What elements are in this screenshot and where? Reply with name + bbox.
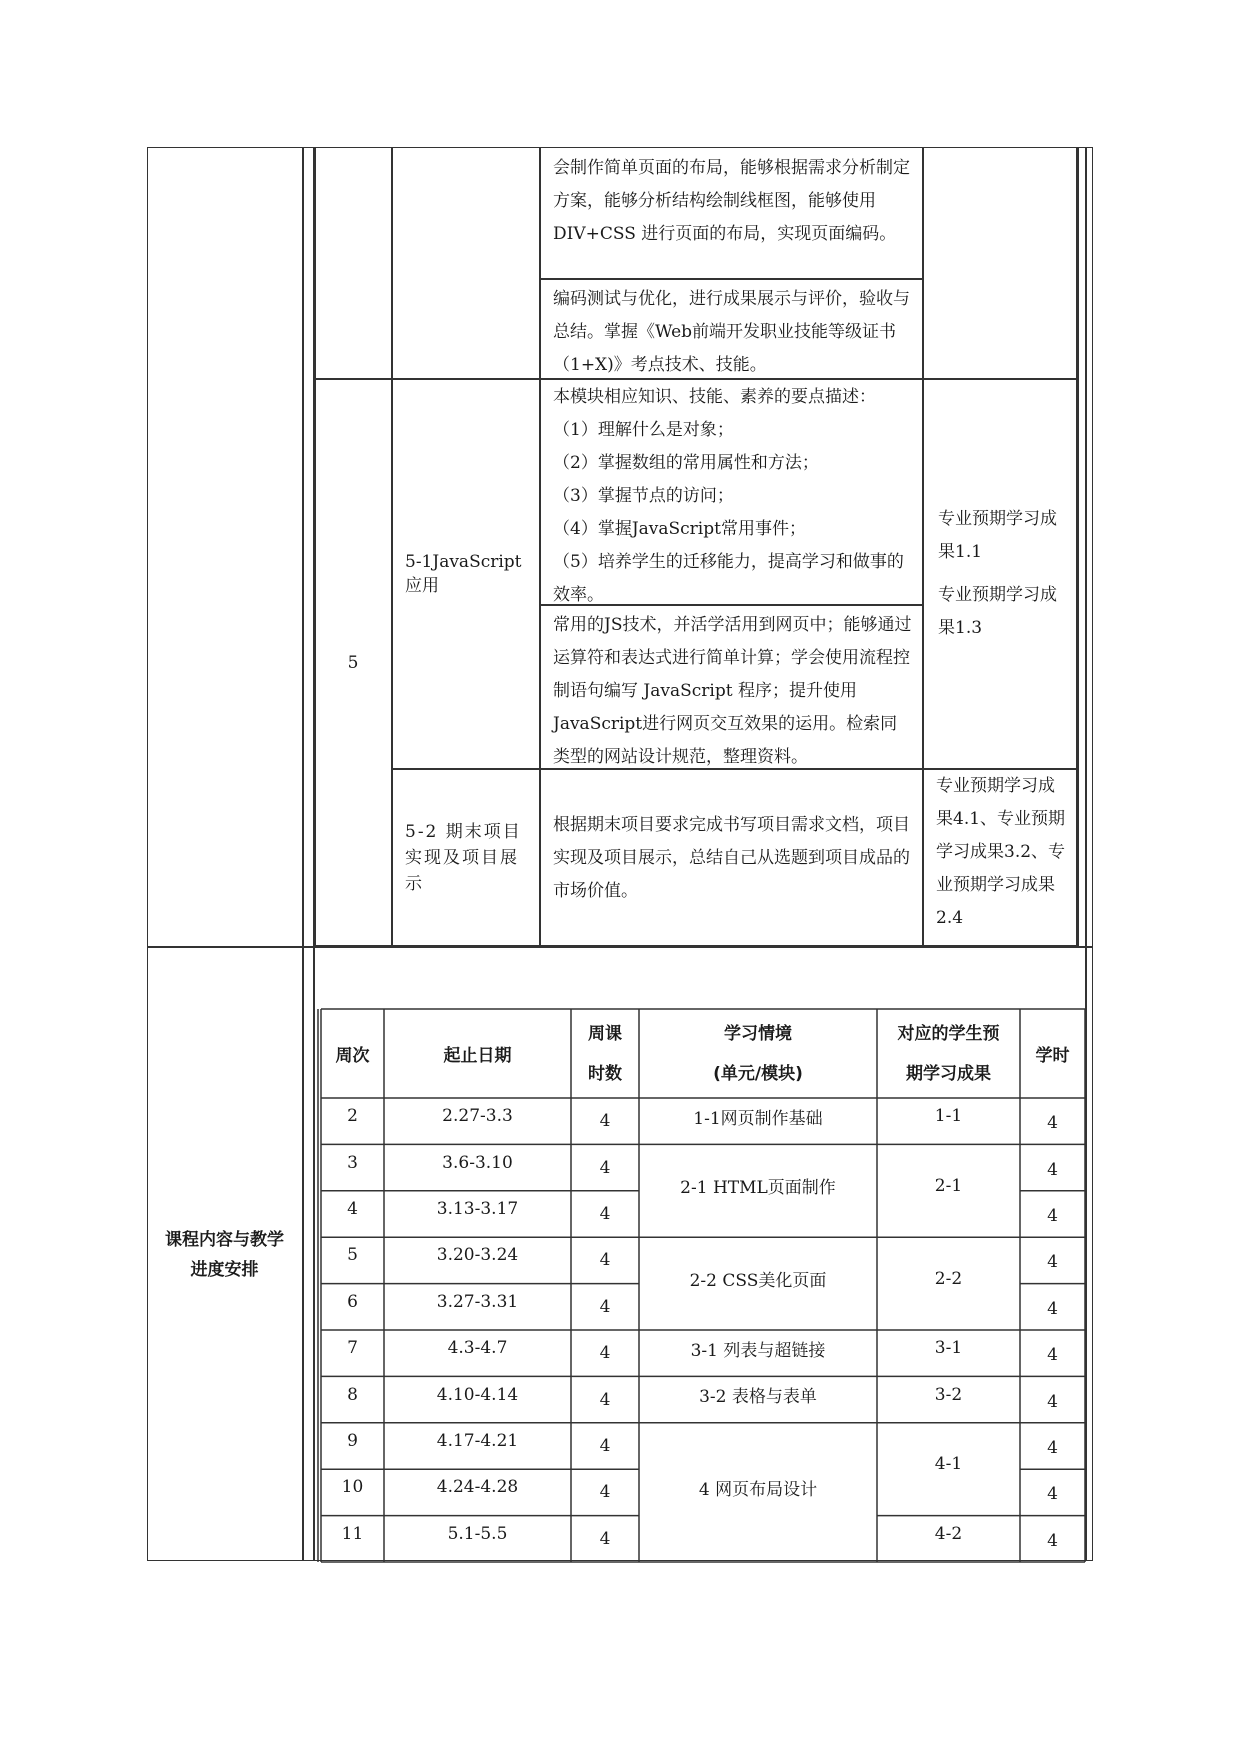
week-cell: 8 bbox=[347, 1384, 358, 1405]
hours-cell: 4 bbox=[599, 1389, 611, 1410]
total-cell: 4 bbox=[1047, 1113, 1058, 1134]
dates-cell: 2.27-3.3 bbox=[442, 1106, 513, 1127]
point-4: （4）掌握JavaScript常用事件； bbox=[553, 519, 806, 539]
total-cell: 4 bbox=[1047, 1484, 1058, 1505]
hours-cell: 4 bbox=[599, 1296, 611, 1317]
points-intro: 本模块相应知识、技能、素养的要点描述： bbox=[553, 387, 876, 407]
header-hours bbox=[571, 1009, 639, 1098]
total-cell: 4 bbox=[1047, 1159, 1058, 1180]
dates-cell: 4.3-4.7 bbox=[447, 1338, 508, 1359]
dates-cell: 3.20-3.24 bbox=[436, 1245, 519, 1266]
week-cell: 2 bbox=[347, 1106, 358, 1127]
module5-1-title-text: 5-1JavaScript应用 bbox=[405, 552, 522, 596]
week-cell: 11 bbox=[341, 1523, 364, 1544]
outcome-cell: 4-1 bbox=[934, 1454, 963, 1475]
point-5: （5）培养学生的迁移能力，提高学习和做事的效率。 bbox=[553, 552, 904, 605]
hours-cell: 4 bbox=[599, 1482, 611, 1503]
header-hours-line-2: 时数 bbox=[588, 1063, 622, 1084]
header-context-line-2: (单元/模块) bbox=[713, 1063, 803, 1084]
outcome-1-3: 专业预期学习成果1.3 bbox=[938, 585, 1057, 638]
point-3: （3）掌握节点的访问； bbox=[553, 486, 734, 506]
schedule-row-label-text: 课程内容与教学进度安排 bbox=[165, 1229, 284, 1280]
header-dates: 起止日期 bbox=[443, 1046, 512, 1066]
week-cell: 3 bbox=[347, 1152, 358, 1173]
week-cell: 6 bbox=[347, 1291, 358, 1312]
module5-1-desc-2: 常用的JS技术，并活学活用到网页中；能够通过运算符和表达式进行简单计算；学会使用流程控制语句编写 JavaScript 程序；提升使用JavaScript进行网页交互效果的运用。检索同类型的网站设计规范，整理资料。 bbox=[553, 615, 912, 767]
hours-cell: 4 bbox=[599, 1435, 611, 1456]
module4-desc-2: 编码测试与优化，进行成果展示与评价，验收与总结。掌握《Web前端开发职业技能等级证书（1+X)》考点技术、技能。 bbox=[553, 289, 910, 375]
dates-cell: 5.1-5.5 bbox=[447, 1523, 508, 1544]
dates-cell: 3.13-3.17 bbox=[436, 1198, 519, 1219]
total-cell: 4 bbox=[1047, 1530, 1058, 1551]
outcome-cell: 3-2 bbox=[934, 1384, 963, 1405]
context-cell: 3-2 表格与表单 bbox=[699, 1387, 817, 1408]
dates-cell: 3.27-3.31 bbox=[436, 1291, 519, 1312]
hours-cell: 4 bbox=[599, 1111, 611, 1132]
module5-2-outcome: 专业预期学习成果4.1、专业预期学习成果3.2、专业预期学习成果2.4 bbox=[936, 776, 1066, 928]
header-total: 学时 bbox=[1035, 1046, 1070, 1066]
point-2: （2）掌握数组的常用属性和方法； bbox=[553, 453, 819, 473]
week-cell: 7 bbox=[347, 1338, 358, 1359]
dates-cell: 3.6-3.10 bbox=[442, 1152, 513, 1173]
hours-cell: 4 bbox=[599, 1203, 611, 1224]
header-outcome-line-1: 对应的学生预 bbox=[897, 1023, 1000, 1044]
header-outcome-line-2: 期学习成果 bbox=[906, 1063, 991, 1084]
header-context-line-1: 学习情境 bbox=[724, 1023, 792, 1044]
context-cell: 2-1 HTML页面制作 bbox=[680, 1178, 836, 1199]
point-1: （1）理解什么是对象； bbox=[553, 420, 734, 440]
outcome-cell: 4-2 bbox=[934, 1523, 963, 1544]
header-context bbox=[639, 1009, 877, 1098]
outcome-cell: 3-1 bbox=[934, 1338, 963, 1359]
outcome-cell: 1-1 bbox=[934, 1106, 963, 1127]
header-hours-line-1: 周课 bbox=[588, 1023, 622, 1044]
module5-number: 5 bbox=[347, 653, 359, 673]
module5-2-desc-text: 根据期末项目要求完成书写项目需求文档，项目实现及项目展示，总结自己从选题到项目成品的市场价值。 bbox=[553, 814, 910, 901]
hours-cell: 4 bbox=[599, 1250, 611, 1271]
outcome-cell: 2-2 bbox=[934, 1268, 963, 1289]
total-cell: 4 bbox=[1047, 1345, 1058, 1366]
dates-cell: 4.10-4.14 bbox=[436, 1384, 519, 1405]
context-cell: 2-2 CSS美化页面 bbox=[689, 1271, 827, 1292]
total-cell: 4 bbox=[1047, 1391, 1058, 1412]
outcome-cell: 2-1 bbox=[934, 1175, 963, 1196]
week-cell: 5 bbox=[347, 1245, 358, 1266]
total-cell: 4 bbox=[1047, 1437, 1058, 1458]
context-cell: 4 网页布局设计 bbox=[698, 1479, 818, 1500]
week-cell: 4 bbox=[347, 1198, 358, 1219]
context-cell: 3-1 列表与超链接 bbox=[690, 1340, 826, 1361]
hours-cell: 4 bbox=[599, 1157, 611, 1178]
module4-desc-1: 会制作简单页面的布局，能够根据需求分析制定方案，能够分析结构绘制线框图，能够使用 DIV+CSS 进行页面的布局，实现页面编码。 bbox=[553, 158, 910, 244]
header-outcome bbox=[877, 1009, 1020, 1098]
hours-cell: 4 bbox=[599, 1343, 611, 1364]
total-cell: 4 bbox=[1047, 1252, 1058, 1273]
dates-cell: 4.24-4.28 bbox=[436, 1477, 519, 1498]
header-week: 周次 bbox=[335, 1046, 370, 1066]
total-cell: 4 bbox=[1047, 1205, 1058, 1226]
total-cell: 4 bbox=[1047, 1298, 1058, 1319]
context-cell: 1-1网页制作基础 bbox=[693, 1108, 823, 1129]
week-cell: 10 bbox=[341, 1477, 364, 1498]
outcome-1-1: 专业预期学习成果1.1 bbox=[938, 509, 1057, 562]
module5-2-title-text: 5-2 期末项目实现及项目展示 bbox=[405, 822, 522, 894]
dates-cell: 4.17-4.21 bbox=[436, 1430, 519, 1451]
hours-cell: 4 bbox=[599, 1528, 611, 1549]
week-cell: 9 bbox=[347, 1430, 358, 1451]
